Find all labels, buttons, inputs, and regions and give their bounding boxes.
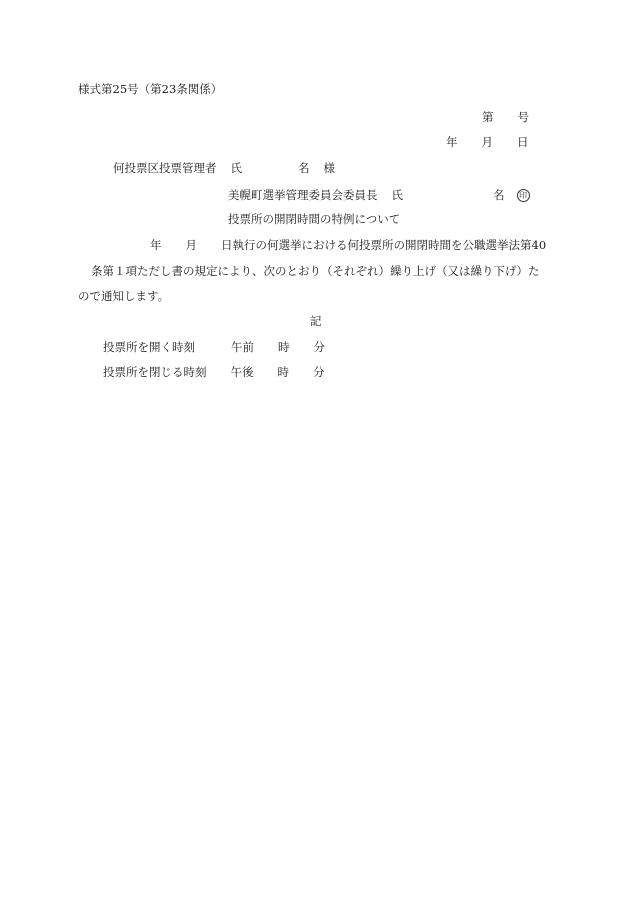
body-line-2: 条第１項ただし書の規定により、次のとおり（それぞれ）繰り上げ（又は繰り下げ）た [91,264,540,278]
subject-title: 投票所の開閉時間の特例について [228,212,401,226]
opening-time-hour: 時 [278,340,290,354]
body-line-1-rest: 日執行の何選挙における何投票所の開閉時間を公職選挙法第40 [221,238,547,252]
date-day: 日 [517,135,529,149]
body-month: 月 [185,238,197,252]
sender-mei: 名 [493,188,505,202]
doc-number-suffix: 号 [517,110,529,124]
closing-time-minute: 分 [313,365,325,379]
addressee-line [113,163,335,175]
date-month: 月 [481,135,493,149]
ki-heading: 記 [310,314,322,328]
closing-time-label: 投票所を閉じる時刻 [103,365,207,379]
opening-time-period: 午前 [231,340,254,354]
body-line-3: ので通知します。 [78,289,170,303]
sender-shi: 氏 [391,188,403,202]
addressee-title: 何投票区投票管理者 [113,161,217,175]
body-line-1 [150,240,546,252]
opening-time-minute: 分 [313,340,325,354]
document-number [482,112,529,124]
form-label: 様式第25号（第23条関係） [78,82,223,96]
closing-time-period: 午後 [230,365,254,379]
doc-number-prefix: 第 [482,110,494,124]
seal-mark: 印 [517,189,530,202]
addressee-honorific: 様 [323,161,335,175]
addressee-shi: 氏 [230,161,242,175]
body-year: 年 [150,238,162,252]
opening-time-row [103,342,325,354]
date-line [446,137,529,149]
date-year: 年 [446,135,458,149]
opening-time-label: 投票所を開く時刻 [103,340,195,354]
sender-line [228,189,530,202]
addressee-mei: 名 [298,161,310,175]
sender-title: 美幌町選挙管理委員会委員長 [228,188,378,202]
closing-time-row [103,367,325,379]
closing-time-hour: 時 [277,365,289,379]
